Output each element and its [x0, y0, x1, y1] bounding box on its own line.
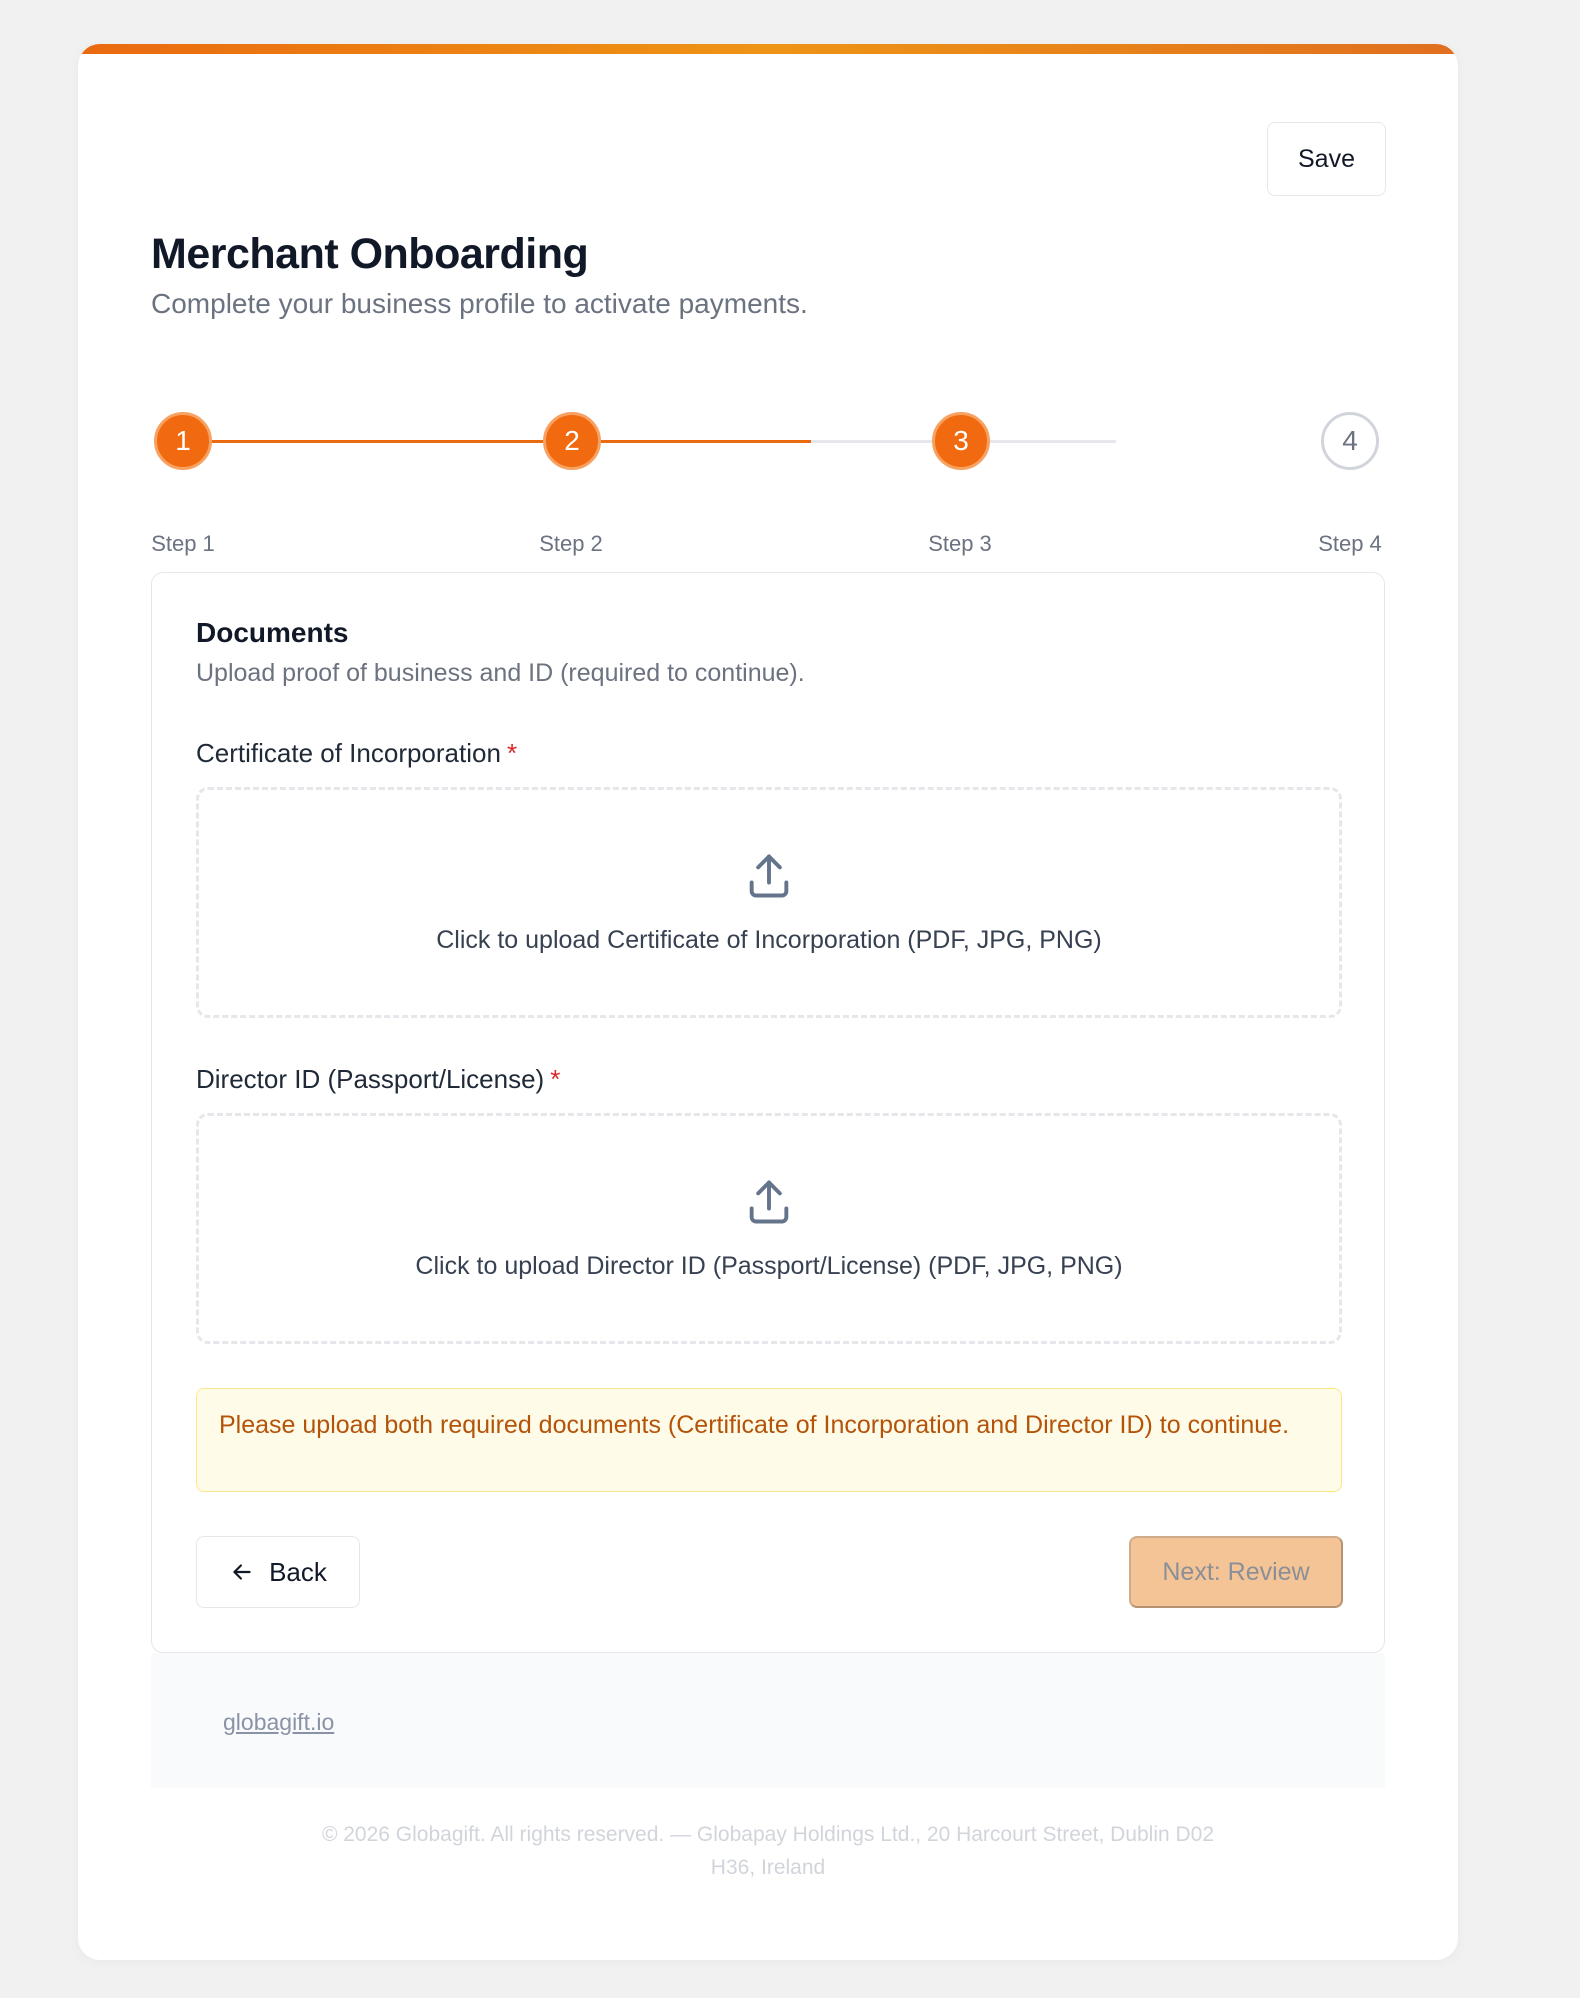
director-id-upload-text: Click to upload Director ID (Passport/License) (PDF, JPG, PNG) — [415, 1252, 1123, 1280]
page-subtitle: Complete your business profile to activate payments. — [151, 288, 808, 319]
section-title: Documents — [196, 617, 349, 648]
footer-link[interactable]: globagift.io — [223, 1709, 335, 1735]
director-id-upload-dropzone[interactable] — [196, 1113, 1342, 1344]
footer — [151, 1653, 1385, 1788]
step-3-indicator[interactable]: 3 — [932, 412, 990, 470]
step-1-indicator[interactable]: 1 — [154, 412, 212, 470]
back-button-label: Back — [269, 1556, 327, 1587]
accent-bar — [78, 44, 1458, 54]
step-3-label: Step 3 — [928, 531, 992, 556]
step-2-indicator[interactable]: 2 — [543, 412, 601, 470]
onboarding-card — [78, 44, 1458, 1960]
step-4-indicator[interactable]: 4 — [1321, 412, 1379, 470]
certificate-upload-text: Click to upload Certificate of Incorporation (PDF, JPG, PNG) — [436, 926, 1102, 954]
back-button[interactable] — [196, 1536, 360, 1608]
copyright-text: © 2026 Globagift. All rights reserved. — Globapay Holdings Ltd., 20 Harcourt Street, Dublin D02 H36, Ireland — [321, 1823, 1215, 1879]
certificate-field-label — [196, 738, 517, 769]
required-mark: * — [506, 738, 518, 768]
save-button[interactable]: Save — [1267, 122, 1386, 196]
upload-icon — [743, 1176, 795, 1228]
step-1-label: Step 1 — [151, 531, 215, 556]
section-description: Upload proof of business and ID (required to continue). — [196, 659, 805, 687]
arrow-left-icon — [229, 1559, 255, 1585]
certificate-label-text: Certificate of Incorporation — [196, 738, 501, 768]
upload-icon — [743, 850, 795, 902]
step-connector-1-2 — [198, 440, 501, 443]
upload-warning-alert: Please upload both required documents (Certificate of Incorporation and Director ID) to continue. — [196, 1388, 1342, 1492]
certificate-upload-dropzone[interactable] — [196, 787, 1342, 1018]
next-review-button[interactable]: Next: Review — [1129, 1536, 1343, 1608]
step-4-label: Step 4 — [1318, 531, 1382, 556]
director-id-label-text: Director ID (Passport/License) — [196, 1064, 545, 1094]
required-mark: * — [550, 1064, 561, 1094]
documents-panel — [151, 572, 1385, 1653]
page-title: Merchant Onboarding — [151, 230, 589, 278]
director-id-field-label — [196, 1064, 560, 1095]
step-2-label: Step 2 — [539, 531, 603, 556]
